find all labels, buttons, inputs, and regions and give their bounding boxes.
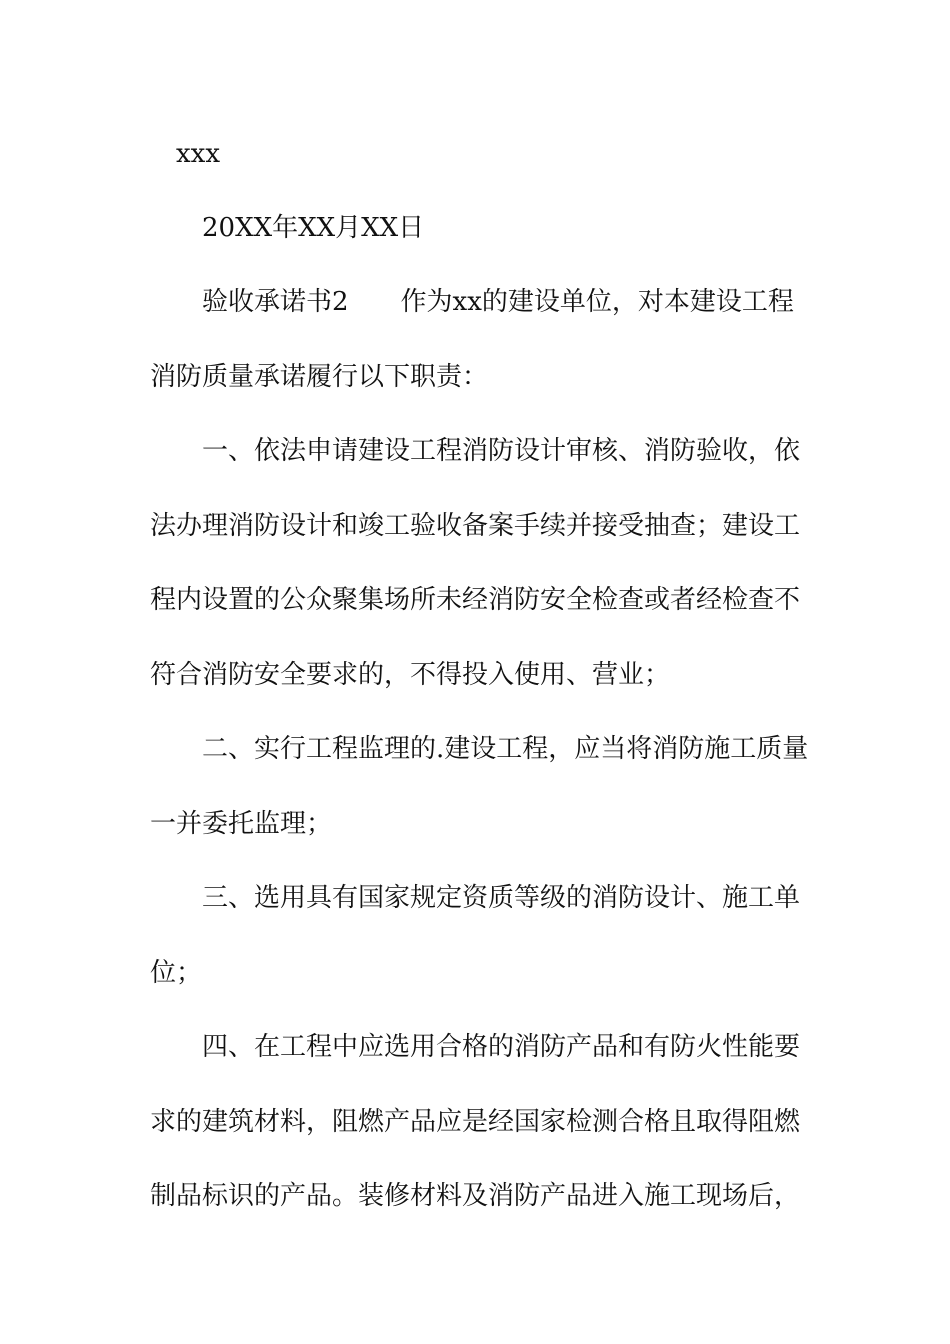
paragraph-line: 二、实行工程监理的.建设工程，应当将消防施工质量 bbox=[202, 734, 809, 764]
signature-date: 20XX年XX月XX日 bbox=[202, 213, 425, 243]
paragraph-line: 求的建筑材料，阻燃产品应是经国家检测合格且取得阻燃 bbox=[150, 1107, 801, 1137]
paragraph-line: 制品标识的产品。装修材料及消防产品进入施工现场后， bbox=[150, 1181, 801, 1211]
paragraph-line: 四、在工程中应选用合格的消防产品和有防火性能要 bbox=[202, 1032, 801, 1062]
paragraph-line: 消防质量承诺履行以下职责： bbox=[150, 362, 489, 392]
paragraph-line: 符合消防安全要求的，不得投入使用、营业； bbox=[150, 660, 671, 690]
paragraph-line: 位； bbox=[150, 958, 203, 988]
paragraph-line: 法办理消防设计和竣工验收备案手续并接受抽查；建设工 bbox=[150, 511, 801, 541]
paragraph-line: 一、依法申请建设工程消防设计审核、消防验收，依 bbox=[202, 436, 801, 466]
paragraph-line: 程内设置的公众聚集场所未经消防安全检查或者经检查不 bbox=[150, 585, 801, 615]
paragraph-line: 验收承诺书2 作为xx的建设单位，对本建设工程 bbox=[202, 287, 794, 317]
paragraph-line: 一并委托监理； bbox=[150, 809, 333, 839]
signer-name: xxx bbox=[176, 139, 220, 169]
paragraph-line: 三、选用具有国家规定资质等级的消防设计、施工单 bbox=[202, 883, 801, 913]
